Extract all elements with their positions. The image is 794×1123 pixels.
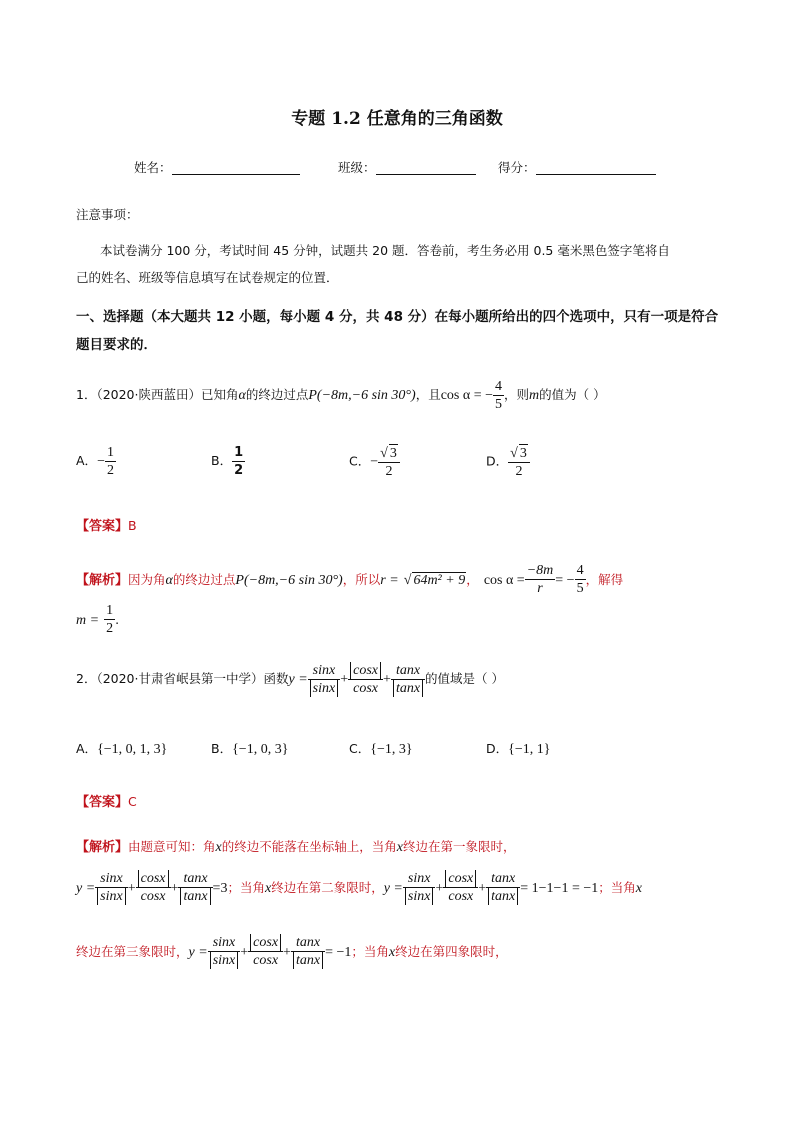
q1-option-b[interactable] <box>211 444 245 479</box>
x: x <box>264 881 272 896</box>
m-eq: m = <box>76 613 100 628</box>
analysis-text: 终边在第一象限时， <box>402 839 516 854</box>
name-label: 姓名： <box>134 160 172 175</box>
option-label: B． <box>211 741 233 756</box>
class-blank[interactable] <box>376 160 476 175</box>
q2-answer <box>76 791 137 810</box>
result: = −1 <box>325 945 352 960</box>
analysis-text: 由题意可知：角 <box>128 839 216 854</box>
option-fraction: $\frac{√ 3}{2}$ <box>378 444 400 480</box>
q1-analysis-result <box>76 602 119 637</box>
answer-label: 【答案】 <box>76 519 129 534</box>
analysis-label: 【解析】 <box>76 573 129 588</box>
option-sign: − <box>97 454 105 469</box>
frac-num: sinx <box>95 870 128 888</box>
q1-m: m <box>529 388 540 403</box>
term-tan <box>391 662 425 697</box>
plus: + <box>340 672 349 687</box>
score-field[interactable] <box>498 158 656 176</box>
option-value: {−1, 0, 1, 3} <box>97 742 168 757</box>
frac-den: sinx <box>405 888 434 905</box>
plus: + <box>383 672 391 687</box>
answer-label: 【答案】 <box>76 795 129 810</box>
frac-den: cosx <box>140 889 166 904</box>
q1-option-a[interactable] <box>76 444 116 479</box>
page-title: 专题 1.2 任意角的三角函数 <box>291 109 503 129</box>
option-label: D． <box>486 453 509 469</box>
frac-den: 2 <box>106 463 114 478</box>
q1-prefix: 1．（2020·陕西蓝田）已知角 <box>76 387 239 402</box>
name-blank[interactable] <box>172 160 300 175</box>
q2-option-d[interactable] <box>486 739 550 758</box>
term-sin <box>403 870 436 905</box>
x: x <box>396 840 403 855</box>
analysis-text: ，所以 <box>342 572 381 587</box>
x: x <box>215 840 222 855</box>
plus: + <box>283 945 291 960</box>
frac-den: r <box>537 581 543 596</box>
section-heading-line-1: 一、选择题（本大题共 12 小题，每小题 4 分，共 48 分）在每小题所给出的四个选项中，只有一项是符合 <box>76 309 719 325</box>
option-fraction <box>105 444 116 479</box>
result: =3 <box>212 881 228 896</box>
period: . <box>115 612 120 627</box>
q2-prefix: 2．（2020·甘肃省岷县第一中学）函数 <box>76 671 289 686</box>
cos-expr: cos α = <box>483 573 525 588</box>
frac-num: cosx <box>250 934 281 951</box>
q2-option-c[interactable] <box>349 739 413 758</box>
option-label: C． <box>349 741 371 756</box>
frac-den: 2 <box>515 464 523 479</box>
q1-tail: 的值为（ ） <box>539 387 606 402</box>
frac-num: tanx <box>486 870 520 888</box>
frac-num: sinx <box>403 870 436 888</box>
frac-den: 2 <box>385 464 393 479</box>
score-blank[interactable] <box>536 160 656 175</box>
frac-num: 3 <box>389 446 397 461</box>
frac-num: tanx <box>291 934 325 952</box>
frac-num: 3 <box>519 446 527 461</box>
analysis-text: 终边在第二象限时， <box>271 880 384 895</box>
point: P(−8m,−6 sin 30°) <box>235 573 343 588</box>
frac-den: cosx <box>253 953 279 968</box>
notice-line-2: 己的姓名、班级等信息填写在试卷规定的位置． <box>76 270 339 285</box>
answer-value: C <box>128 794 137 809</box>
q1-option-c[interactable] <box>349 444 400 480</box>
eq: = − <box>555 573 575 588</box>
notice-line-1: 本试卷满分 100 分，考试时间 45 分钟，试题共 20 题．答卷前，考生务必用 0.5 毫米黑色签字笔将自 <box>100 243 670 258</box>
q2-stem <box>76 662 504 697</box>
y-eq: y = <box>76 881 96 896</box>
plus: + <box>478 881 487 896</box>
frac-den: tanx <box>293 952 323 969</box>
frac-num: tanx <box>391 662 425 680</box>
plus: + <box>435 881 444 896</box>
semicolon: ； <box>598 880 611 895</box>
q1-and: ，且 <box>415 387 441 402</box>
name-field[interactable] <box>134 158 300 176</box>
term-cos <box>136 870 171 905</box>
term-cos <box>443 870 478 905</box>
analysis-text: ，解得 <box>585 572 624 587</box>
cos-fraction <box>525 562 556 597</box>
frac-den: sinx <box>310 680 339 697</box>
r-sqrt: 64m² + 9 <box>413 573 466 588</box>
analysis-text: 当角 <box>363 944 389 959</box>
score-label: 得分： <box>498 160 536 175</box>
term-sin <box>208 934 241 969</box>
section-heading-line-2: 题目要求的． <box>76 337 157 353</box>
frac-num: sinx <box>208 934 241 952</box>
alpha: α <box>165 573 173 588</box>
m-fraction <box>104 602 115 637</box>
analysis-text: 的终边不能落在坐标轴上，当角 <box>221 839 397 854</box>
term-tan <box>291 934 325 969</box>
frac-den: tanx <box>393 680 423 697</box>
frac-num: cosx <box>350 662 381 679</box>
analysis-text: 当角 <box>239 880 265 895</box>
q1-mid: 的终边过点 <box>245 387 309 402</box>
analysis-text: 因为角 <box>128 572 166 587</box>
q2-analysis-3 <box>76 934 508 969</box>
option-value: {−1, 1} <box>508 742 551 757</box>
q1-answer <box>76 515 137 534</box>
frac-den: sinx <box>97 888 126 905</box>
y-eq: y = <box>288 672 308 687</box>
semicolon: ； <box>351 944 364 959</box>
q1-analysis: 【解析】因为角α的终边过点P(−8m,−6 sin 30°)，所以r = √ 64m² + 9， cos α = $\frac{-8m}{r}$ = − $\frac{4}{5}$ ，解得 <box>76 563 624 596</box>
frac-den: cosx <box>448 889 474 904</box>
option-value: {−1, 3} <box>370 742 413 757</box>
frac-num: 1 <box>106 603 114 618</box>
result: = 1−1−1 = −1 <box>520 881 599 896</box>
plus: + <box>170 881 179 896</box>
class-label: 班级： <box>338 160 376 175</box>
q1-cos: cos α = − <box>440 388 494 403</box>
q2-tail: 的值域是（ ） <box>425 671 505 686</box>
frac-den: sinx <box>210 952 239 969</box>
class-field[interactable] <box>338 158 476 176</box>
option-label: A． <box>76 741 98 756</box>
frac-den: 2 <box>106 621 114 636</box>
q1-option-d[interactable] <box>486 444 530 480</box>
option-label: D． <box>486 741 509 756</box>
option-fraction <box>232 444 245 479</box>
frac-num: sinx <box>308 662 341 680</box>
analysis-label: 【解析】 <box>76 840 129 855</box>
plus: + <box>127 881 136 896</box>
analysis-text: 的终边过点 <box>172 572 236 587</box>
frac-num: 1 <box>234 445 244 460</box>
comma: ， <box>466 572 479 587</box>
frac-num: cosx <box>138 870 169 887</box>
analysis-text: 当角 <box>610 880 636 895</box>
frac-num: cosx <box>445 870 476 887</box>
frac-num: −8m <box>526 563 554 578</box>
frac-num: 4 <box>576 563 584 578</box>
x: x <box>635 881 642 896</box>
term-sin <box>308 662 341 697</box>
frac-den: cosx <box>353 681 379 696</box>
frac-den: 2 <box>234 463 244 478</box>
fraction <box>575 562 586 597</box>
q1-then: ，则 <box>504 387 530 402</box>
plus: + <box>240 945 249 960</box>
notice-heading: 注意事项： <box>76 207 139 222</box>
option-label: C． <box>349 453 371 469</box>
q2-analysis-1 <box>76 836 516 856</box>
analysis-text: 终边在第三象限时， <box>76 944 189 959</box>
y-eq: y = <box>188 945 208 960</box>
option-sign: − <box>370 454 379 470</box>
q1-alpha: α <box>238 388 246 403</box>
frac-num: tanx <box>178 870 212 888</box>
semicolon: ； <box>227 880 240 895</box>
option-fraction: $\frac{√ 3}{2}$ <box>508 444 530 480</box>
term-cos <box>348 662 383 697</box>
q1-frac-den: 5 <box>495 397 503 412</box>
q2-analysis-2 <box>76 870 642 905</box>
r-expr: r = <box>380 573 399 588</box>
term-sin <box>95 870 128 905</box>
term-tan <box>178 870 212 905</box>
frac-den: 5 <box>576 581 584 596</box>
q1-fraction <box>493 378 504 413</box>
frac-num: 1 <box>106 445 114 460</box>
answer-value: B <box>128 518 137 533</box>
y-eq: y = <box>383 881 403 896</box>
option-label: B． <box>211 453 233 468</box>
q1-frac-num: 4 <box>495 379 503 394</box>
x: x <box>388 945 396 960</box>
frac-den: tanx <box>180 888 210 905</box>
frac-den: tanx <box>488 888 518 905</box>
q1-point: P(−8m,−6 sin 30°) <box>308 388 416 403</box>
option-label: A． <box>76 453 98 468</box>
analysis-text: 终边在第四象限时， <box>395 944 508 959</box>
q2-option-b[interactable] <box>211 739 288 758</box>
option-value: {−1, 0, 3} <box>232 742 289 757</box>
q1-stem <box>76 378 606 413</box>
term-cos <box>248 934 283 969</box>
term-tan <box>486 870 520 905</box>
q2-option-a[interactable] <box>76 739 167 758</box>
